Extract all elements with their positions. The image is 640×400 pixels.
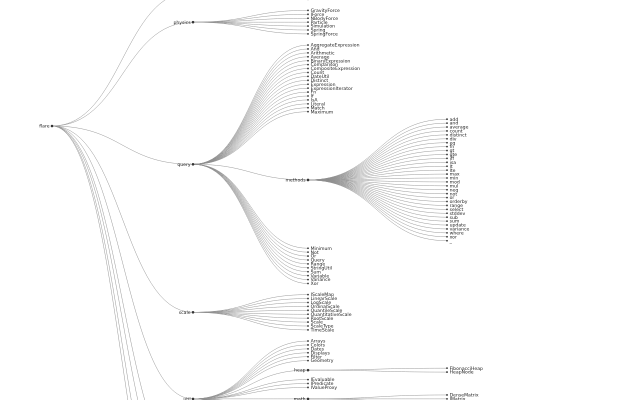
node-dot (307, 348, 309, 350)
node-dot (307, 271, 309, 273)
node-label: Minimum (310, 246, 332, 252)
node-label: scale (178, 310, 191, 316)
node-label: Spring (310, 28, 326, 34)
tree-link (193, 88, 308, 164)
node-label: RootScale (310, 316, 334, 322)
node-dot (307, 87, 309, 89)
node-dot (446, 367, 448, 369)
node-label: Particle (310, 20, 328, 26)
node-label: Filter (310, 355, 322, 361)
tree-link (193, 357, 308, 399)
node-label: QuantitativeScale (310, 312, 352, 318)
node-dot (307, 10, 309, 12)
tree-node-xor (307, 281, 318, 287)
node-dot (446, 193, 448, 195)
node-dot (307, 107, 309, 109)
node-label: BinaryExpression (310, 59, 351, 65)
node-label: Fn (310, 90, 317, 96)
node-dot (192, 163, 195, 166)
node-dot (446, 208, 448, 210)
node-label: Average (310, 55, 330, 61)
node-dot (307, 344, 309, 346)
node-label: Xor (310, 282, 319, 288)
node-label: IPredicate (310, 382, 334, 388)
node-label: isa (449, 160, 457, 166)
node-label: heap (294, 368, 306, 374)
node-dot (192, 21, 195, 24)
node-label: math (293, 397, 306, 400)
node-label: Or (310, 254, 317, 260)
node-label: average (449, 125, 469, 131)
node-dot (307, 383, 309, 385)
tree-link (193, 112, 308, 165)
tree-link (193, 353, 308, 399)
tree-link (193, 312, 308, 330)
node-dot (307, 48, 309, 50)
node-label: sum (449, 219, 460, 225)
tree-link (193, 72, 308, 164)
tree-link (193, 57, 308, 164)
node-label: Count (310, 71, 325, 77)
node-dot (307, 64, 309, 66)
node-label: IsA (310, 98, 318, 104)
tree-link (193, 295, 308, 313)
node-label: LinearScale (310, 297, 338, 303)
node-label: lte (449, 168, 456, 174)
node-dot (446, 205, 448, 207)
node-dot (307, 263, 309, 265)
node-dot (307, 325, 309, 327)
node-label: Dates (310, 347, 324, 353)
node-dot (446, 185, 448, 187)
node-label: Not (310, 250, 319, 256)
node-dot (307, 21, 309, 23)
node-dot (446, 134, 448, 136)
tree-link (193, 312, 308, 322)
node-dot (307, 33, 309, 35)
node-label: Sum (310, 270, 321, 276)
node-label: variance (449, 227, 470, 233)
node-label: fn (449, 145, 455, 151)
node-label: max (449, 172, 460, 178)
tree-link (193, 84, 308, 164)
node-label: IValueProxy (310, 386, 338, 392)
tree-node-maximum (307, 109, 334, 115)
node-dot (307, 298, 309, 300)
tree-link (308, 370, 447, 372)
node-dot (307, 302, 309, 304)
node-dot (446, 146, 448, 148)
tree-link (52, 126, 193, 312)
node-dot (446, 371, 448, 373)
node-dot (446, 138, 448, 140)
node-label: IMatrix (449, 397, 466, 400)
node-label: where (449, 231, 464, 237)
node-dot (307, 44, 309, 46)
node-dot (446, 228, 448, 230)
tree-link (193, 45, 308, 164)
node-label: Variable (310, 274, 330, 280)
node-label: min (449, 176, 459, 182)
node-dot (307, 68, 309, 70)
node-label: or (449, 196, 455, 202)
node-label: LogScale (310, 301, 332, 307)
tree-node-timescale (307, 328, 334, 334)
node-label: xor (449, 235, 457, 241)
tree-link (52, 126, 193, 399)
tree-node-geometry (307, 358, 334, 364)
node-label: CompositeExpression (310, 67, 361, 73)
tree-link (193, 341, 308, 399)
node-label: orderby (449, 200, 468, 206)
node-label: update (449, 223, 466, 229)
tree-link (193, 370, 308, 399)
node-label: AggregateExpression (310, 43, 360, 49)
node-dot (307, 52, 309, 54)
node-dot (446, 181, 448, 183)
node-dot (307, 83, 309, 85)
node-dot (446, 165, 448, 167)
node-dot (446, 394, 448, 396)
node-label: distinct (449, 133, 467, 139)
tree-link (193, 302, 308, 312)
node-dot (446, 216, 448, 218)
tree-link (308, 162, 447, 180)
node-dot (51, 125, 54, 128)
node-dot (307, 259, 309, 261)
node-dot (307, 369, 310, 372)
tree-link (193, 345, 308, 399)
node-label: range (449, 204, 463, 210)
tree-link (193, 80, 308, 164)
node-label: If (310, 94, 314, 100)
tree-link (308, 180, 447, 233)
node-label: DateUtil (310, 75, 330, 80)
node-label: StringUtil (310, 266, 333, 272)
node-label: QuantileScale (310, 308, 343, 314)
tree-link (308, 151, 447, 180)
tree-link (308, 180, 447, 198)
node-label: IScaleMap (310, 293, 335, 299)
node-label: Simulation (310, 24, 336, 30)
tree-node-springforce (307, 32, 338, 38)
node-dot (307, 179, 310, 182)
node-dot (446, 126, 448, 128)
node-dot (307, 17, 309, 19)
node-label: Comparison (310, 63, 339, 69)
tree-link (308, 368, 447, 370)
tree-link (193, 164, 308, 252)
node-label: neq (449, 188, 459, 194)
node-dot (307, 309, 309, 311)
node-dot (307, 352, 309, 354)
node-label: Match (310, 106, 325, 112)
tree-link (308, 180, 447, 205)
tree-node-heapnode (446, 370, 474, 376)
node-dot (446, 201, 448, 203)
node-dot (446, 142, 448, 144)
node-dot (307, 25, 309, 27)
node-dot (307, 95, 309, 97)
node-dot (446, 118, 448, 120)
node-label: GravityForce (310, 9, 340, 14)
node-label: physics (173, 20, 191, 26)
node-dot (307, 251, 309, 253)
tree-link (308, 395, 447, 399)
node-dot (446, 161, 448, 163)
tree-link (193, 49, 308, 164)
node-label: util (183, 397, 191, 400)
node-label: iff (449, 157, 455, 162)
node-label: ExpressionIterator (310, 86, 353, 92)
node-dot (446, 189, 448, 191)
node-dot (307, 321, 309, 323)
tree-link (308, 119, 447, 180)
node-label: flare (39, 124, 50, 130)
tree-link (193, 164, 308, 248)
node-dot (446, 220, 448, 222)
node-label: NBodyForce (310, 16, 339, 22)
node-label: eq (449, 141, 456, 147)
node-label: div (449, 137, 457, 143)
node-label: gt (449, 149, 455, 155)
node-label: SpringForce (310, 32, 338, 38)
node-label: Literal (310, 102, 326, 108)
node-label: And (310, 47, 320, 53)
node-dot (307, 91, 309, 93)
node-label: query (177, 162, 191, 168)
node-label: IForce (310, 12, 325, 18)
node-dot (307, 340, 309, 342)
node-dot (446, 224, 448, 226)
node-label: Range (310, 262, 326, 268)
node-dot (307, 379, 309, 381)
node-dot (446, 177, 448, 179)
node-dot (446, 232, 448, 234)
node-dot (307, 275, 309, 277)
node-label: and (449, 121, 459, 127)
node-dot (307, 13, 309, 15)
node-label: Arrays (310, 339, 326, 345)
node-label: mod (449, 180, 460, 186)
node-label: ScaleType (310, 324, 334, 330)
node-dot (307, 72, 309, 74)
tree-link (52, 0, 193, 126)
node-dot (446, 212, 448, 214)
node-label: OrdinalScale (310, 305, 340, 310)
node-label: DenseMatrix (449, 393, 479, 399)
tree-link (193, 380, 308, 399)
tree-link (52, 126, 193, 164)
tree-node-ivalueproxy (307, 385, 337, 391)
tree-links (52, 0, 447, 400)
tree-link (193, 310, 308, 312)
tree-node-node (446, 239, 453, 244)
node-dot (307, 356, 309, 358)
node-label: Colors (310, 343, 325, 349)
node-label: TimeScale (310, 328, 335, 334)
node-dot (307, 283, 309, 285)
node-label: mul (449, 184, 459, 190)
node-dot (307, 267, 309, 269)
node-dot (307, 387, 309, 389)
node-dot (307, 99, 309, 101)
node-label: Maximum (310, 110, 334, 116)
node-dot (446, 240, 448, 242)
node-dot (446, 169, 448, 171)
node-dot (307, 294, 309, 296)
node-dot (307, 313, 309, 315)
tree-link (52, 22, 193, 126)
tree-node-methods (285, 178, 309, 184)
tree-link (308, 154, 447, 179)
node-dot (307, 279, 309, 281)
node-label: add (449, 117, 459, 123)
node-label: HeapNode (449, 370, 474, 376)
node-label: Scale (310, 320, 323, 326)
tree-link (193, 92, 308, 164)
node-dot (307, 247, 309, 249)
node-dot (307, 76, 309, 78)
tree-node-scale (179, 310, 195, 316)
node-label: count (449, 129, 463, 135)
tree-link (193, 384, 308, 399)
tree-link (193, 53, 308, 164)
node-dot (192, 311, 195, 314)
node-label: _ (449, 239, 452, 245)
node-dot (307, 60, 309, 62)
node-dot (446, 122, 448, 124)
node-label: IEvaluable (310, 378, 335, 384)
node-label: sub (449, 215, 458, 221)
tree-node-query (177, 162, 194, 168)
node-dot (446, 197, 448, 199)
tree-link (308, 180, 447, 202)
node-label: Variance (310, 278, 331, 284)
node-dot (446, 236, 448, 238)
tree-link (193, 69, 308, 165)
node-label: methods (285, 178, 306, 184)
node-dot (446, 158, 448, 160)
node-dot (446, 154, 448, 156)
node-label: FibonacciHeap (449, 366, 483, 372)
tree-link (308, 127, 447, 180)
tree-link (308, 180, 447, 209)
node-dot (307, 111, 309, 113)
tree-link (308, 180, 447, 241)
node-dot (307, 317, 309, 319)
tree-node-math (294, 396, 310, 400)
node-label: lt (449, 164, 453, 170)
node-dot (307, 56, 309, 58)
node-label: Query (310, 258, 325, 264)
node-dot (307, 103, 309, 105)
node-dot (307, 255, 309, 257)
tree-node-imatrix (446, 396, 466, 400)
tree-node-flare (39, 124, 53, 130)
node-label: Distinct (310, 78, 329, 84)
node-dot (307, 306, 309, 308)
tree-node-heap (294, 368, 309, 374)
node-dot (446, 173, 448, 175)
node-label: select (449, 207, 464, 213)
node-label: not (449, 192, 458, 198)
node-label: Arithmetic (310, 51, 335, 57)
node-dot (307, 360, 309, 362)
node-dot (446, 130, 448, 132)
node-dot (307, 79, 309, 81)
node-label: Geometry (310, 359, 334, 365)
node-label: stddev (449, 211, 466, 217)
tree-node-physics (173, 20, 194, 26)
node-dot (307, 29, 309, 31)
tree-link (308, 158, 447, 180)
node-label: Displays (310, 351, 330, 357)
node-label: gte (449, 153, 458, 159)
node-dot (446, 150, 448, 152)
node-dot (307, 329, 309, 331)
tree-link (193, 61, 308, 165)
tree-node-util (183, 396, 194, 400)
tree-link (193, 76, 308, 164)
node-label: Expression (310, 82, 336, 88)
